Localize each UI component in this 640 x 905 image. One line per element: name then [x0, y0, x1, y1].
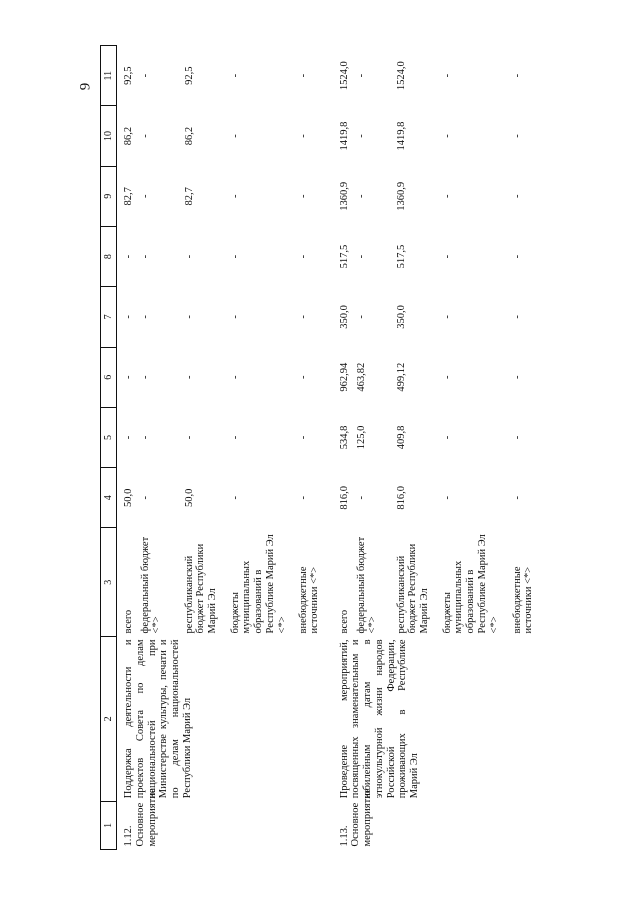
amount-cell: -	[355, 194, 367, 199]
amount-cell: 816,0	[338, 485, 350, 510]
amount-cell: -	[355, 134, 367, 138]
activity-description: Проведение мероприятий, посвященных знаменательным и юбилейным датам в этнокультурной жизни народов Российской Федерации, проживающих в Республике Марий Эл	[338, 639, 420, 799]
header-cell: 3	[101, 528, 117, 637]
amount-cell: -	[297, 435, 309, 440]
amount-cell: 350,0	[338, 305, 350, 329]
amount-cell: -	[139, 315, 151, 319]
amount-cell: 125,0	[355, 425, 367, 450]
header-cell: 9	[101, 166, 117, 226]
amount-cell: -	[355, 254, 367, 259]
funding-source: федеральный бюджет <*>	[139, 536, 163, 634]
funding-source: республиканский бюджет Республики Марий Эл	[395, 543, 430, 634]
amount-cell: -	[183, 435, 195, 440]
amount-cell: -	[297, 315, 309, 319]
amount-cell: 1524,0	[338, 61, 350, 91]
amount-cell: -	[297, 496, 309, 500]
table-body	[117, 46, 551, 850]
amount-cell: -	[139, 435, 151, 440]
amount-cell: -	[441, 194, 453, 199]
header-row	[101, 46, 117, 850]
amount-cell: 50,0	[183, 488, 195, 507]
table-row	[333, 46, 355, 850]
amount-cell: -	[229, 315, 241, 319]
header-cell: 2	[101, 636, 117, 801]
amount-cell: -	[297, 194, 309, 199]
amount-cell: 82,7	[123, 187, 134, 206]
amount-cell: -	[139, 73, 151, 78]
header-cell: 7	[101, 287, 117, 347]
amount-cell: -	[229, 254, 241, 259]
amount-cell: -	[139, 134, 151, 138]
amount-cell: -	[441, 73, 453, 78]
amount-cell: -	[441, 254, 453, 259]
amount-cell: -	[511, 435, 523, 440]
amount-cell: 82,7	[183, 187, 195, 206]
amount-cell: -	[229, 435, 241, 440]
header-cell: 6	[101, 347, 117, 407]
amount-cell: -	[229, 375, 241, 379]
amount-cell: -	[123, 435, 134, 440]
amount-cell: 816,0	[395, 485, 407, 510]
amount-cell: 86,2	[183, 126, 195, 146]
funding-source: внебюджетные источники <*>	[297, 566, 321, 634]
amount-cell: 1360,9	[395, 181, 407, 211]
amount-cell: -	[297, 254, 309, 259]
amount-cell: 517,5	[338, 244, 350, 269]
funding-source: всего	[123, 609, 134, 634]
amount-cell: -	[139, 375, 151, 379]
amount-cell: -	[511, 254, 523, 259]
amount-cell: -	[229, 134, 241, 138]
activity-code: 1.12. Основное мероприятие	[123, 788, 158, 847]
amount-cell: -	[297, 73, 309, 78]
amount-cell: 92,5	[123, 66, 134, 85]
table-row	[117, 46, 139, 850]
amount-cell: -	[511, 134, 523, 138]
amount-cell: 86,2	[123, 126, 134, 146]
amount-cell: 1360,9	[338, 181, 350, 211]
amount-cell: 350,0	[395, 305, 407, 329]
amount-cell: -	[441, 375, 453, 379]
amount-cell: -	[229, 73, 241, 78]
amount-cell: 962,94	[338, 362, 350, 392]
header-cell: 1	[101, 801, 117, 849]
amount-cell: -	[441, 315, 453, 319]
header-cell: 8	[101, 226, 117, 286]
amount-cell: -	[123, 315, 134, 319]
funding-source: республиканский бюджет Республики Марий Эл	[183, 543, 218, 634]
amount-cell: -	[511, 73, 523, 78]
amount-cell: -	[355, 73, 367, 78]
amount-cell: 409,8	[395, 425, 407, 450]
activity-code: 1.13. Основное мероприятие	[338, 788, 373, 847]
amount-cell: -	[441, 496, 453, 500]
amount-cell: -	[511, 315, 523, 319]
amount-cell: -	[297, 375, 309, 379]
amount-cell: 463,82	[355, 362, 367, 392]
header-cell: 10	[101, 106, 117, 166]
amount-cell: -	[355, 496, 367, 500]
amount-cell: 534,8	[338, 425, 350, 450]
page-number: 9	[77, 82, 94, 91]
amount-cell: 1419,8	[395, 121, 407, 151]
amount-cell: -	[511, 194, 523, 199]
amount-cell: -	[511, 375, 523, 379]
amount-cell: -	[183, 375, 195, 379]
amount-cell: 50,0	[123, 488, 134, 507]
amount-cell: -	[229, 496, 241, 500]
amount-cell: -	[183, 254, 195, 259]
amount-cell: 517,5	[395, 244, 407, 269]
amount-cell: -	[355, 315, 367, 319]
amount-cell: 1524,0	[395, 61, 407, 91]
header-cell: 11	[101, 46, 117, 106]
amount-cell: -	[441, 134, 453, 138]
funding-table	[100, 45, 551, 850]
rotated-table-container	[100, 45, 545, 850]
amount-cell: -	[123, 254, 134, 259]
amount-cell: 1419,8	[338, 121, 350, 151]
amount-cell: -	[511, 496, 523, 500]
funding-source: бюджеты муниципальных образований в Республике Марий Эл <*>	[441, 534, 500, 634]
amount-cell: -	[229, 194, 241, 199]
funding-source: бюджеты муниципальных образований в Республике Марий Эл <*>	[229, 534, 288, 634]
amount-cell: -	[139, 254, 151, 259]
funding-source: федеральный бюджет <*>	[355, 536, 379, 634]
amount-cell: -	[139, 194, 151, 199]
header-cell: 4	[101, 468, 117, 528]
funding-source: всего	[338, 609, 350, 634]
amount-cell: -	[297, 134, 309, 138]
amount-cell: -	[183, 315, 195, 319]
amount-cell: -	[123, 375, 134, 379]
amount-cell: 499,12	[395, 362, 407, 392]
activity-description: Поддержка деятельности и проектов Совета по делам национальностей при Министерстве культуры, печати и по делам национальностей Республики Марий Эл	[123, 639, 193, 799]
funding-source: внебюджетные источники <*>	[511, 566, 535, 634]
header-cell: 5	[101, 407, 117, 467]
amount-cell: -	[441, 435, 453, 440]
amount-cell: -	[139, 496, 151, 500]
amount-cell: 92,5	[183, 66, 195, 85]
